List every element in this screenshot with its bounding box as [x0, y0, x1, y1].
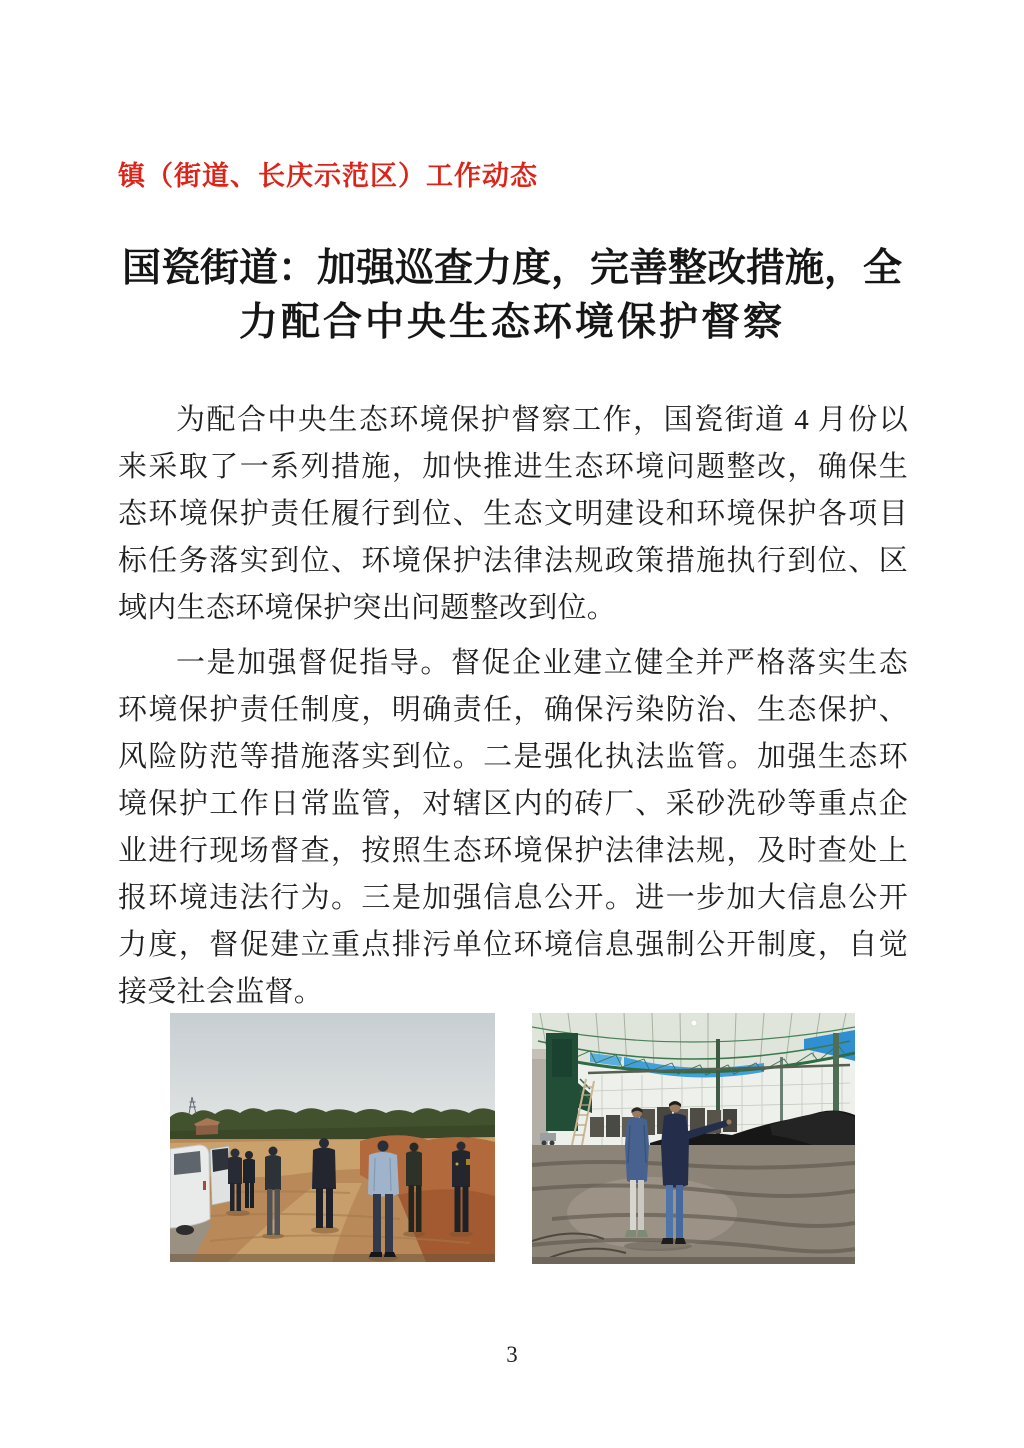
article-title-line2: 力配合中央生态环境保护督察: [238, 301, 785, 344]
article-title-line1: 国瓷街道：加强巡查力度，完善整改措施，全: [121, 247, 902, 290]
warehouse-inspection-illustration: [532, 1013, 855, 1264]
photo-warehouse-inspection: [532, 1013, 855, 1264]
photo-site-inspection: [170, 1013, 495, 1264]
photo-row: [170, 1013, 855, 1264]
page-number: 3: [506, 1342, 518, 1367]
article-body: [118, 397, 908, 1016]
paragraph-2: 一是加强督促指导。督促企业建立健全并严格落实生态环境保护责任制度，明确责任，确保污染防治、生态保护、风险防范等措施落实到位。二是强化执法监管。加强生态环境保护工作日常监管，对辖区内的砖厂、采砂洗砂等重点企业进行现场督查，按照生态环境保护法律法规，及时查处上报环境违法行为。三是加强信息公开。进一步加大信息公开力度，督促建立重点排污单位环境信息强制公开制度，自觉接受社会监督。: [118, 647, 908, 1008]
site-inspection-illustration: [170, 1013, 495, 1262]
section-heading: 镇（街道、长庆示范区）工作动态: [118, 161, 538, 191]
paragraph-1: 为配合中央生态环境保护督察工作，国瓷街道 4 月份以来采取了一系列措施，加快推进生态环境问题整改，确保生态环境保护责任履行到位、生态文明建设和环境保护各项目标任务落实到位、环境保护法律法规政策措施执行到位、区域内生态环境保护突出问题整改到位。: [118, 404, 908, 624]
article-title: [114, 242, 910, 350]
